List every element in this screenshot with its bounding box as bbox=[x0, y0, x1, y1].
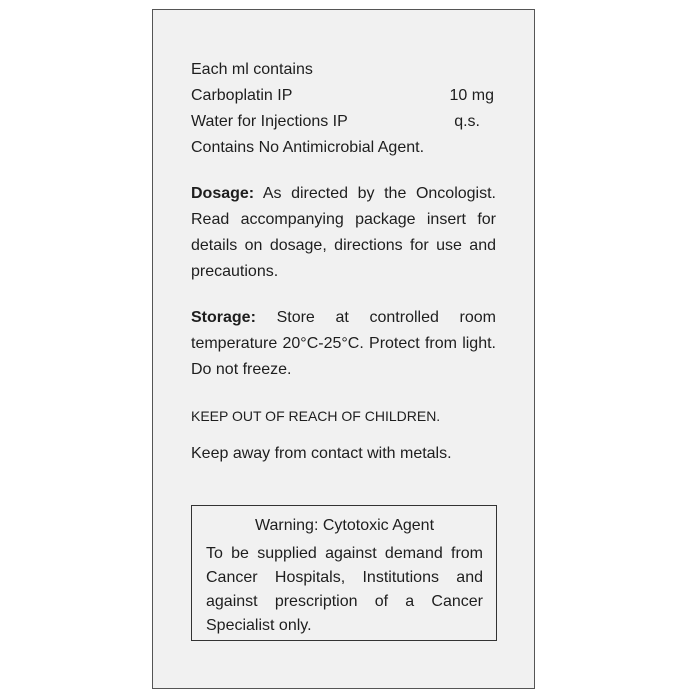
antimicrobial-note: Contains No Antimicrobial Agent. bbox=[191, 139, 425, 156]
storage-label: Storage: bbox=[191, 309, 256, 326]
warning-title: Warning: Cytotoxic Agent bbox=[254, 517, 435, 534]
ingredient-amount: q.s. bbox=[454, 113, 480, 130]
ingredient-row-water bbox=[191, 109, 496, 135]
ingredient-amount: 10 mg bbox=[449, 87, 494, 104]
label-content bbox=[191, 57, 496, 467]
storage-text: Store at controlled room temperature 20°C-25°C. Protect from light. Do not freeze. bbox=[191, 309, 496, 378]
metal-contact-notice: Keep away from contact with metals. bbox=[191, 445, 452, 462]
ingredient-row-carboplatin bbox=[191, 83, 496, 109]
label-panel bbox=[152, 9, 535, 689]
warning-box bbox=[191, 505, 497, 641]
ingredient-name: Water for Injections IP bbox=[191, 113, 348, 130]
dosage-label: Dosage: bbox=[191, 185, 255, 202]
keep-out-of-reach-notice: KEEP OUT OF REACH OF CHILDREN. bbox=[191, 408, 441, 424]
storage-section bbox=[191, 305, 496, 383]
dosage-section bbox=[191, 181, 496, 285]
dosage-text: As directed by the Oncologist. Read accompanying package insert for details on dosage, directions for use and precautions. bbox=[191, 185, 496, 280]
warning-text: To be supplied against demand from Cancer Hospitals, Institutions and against prescription of a Cancer Specialist only. bbox=[206, 545, 483, 634]
composition-heading: Each ml contains bbox=[191, 61, 313, 78]
ingredient-name: Carboplatin IP bbox=[191, 87, 293, 104]
